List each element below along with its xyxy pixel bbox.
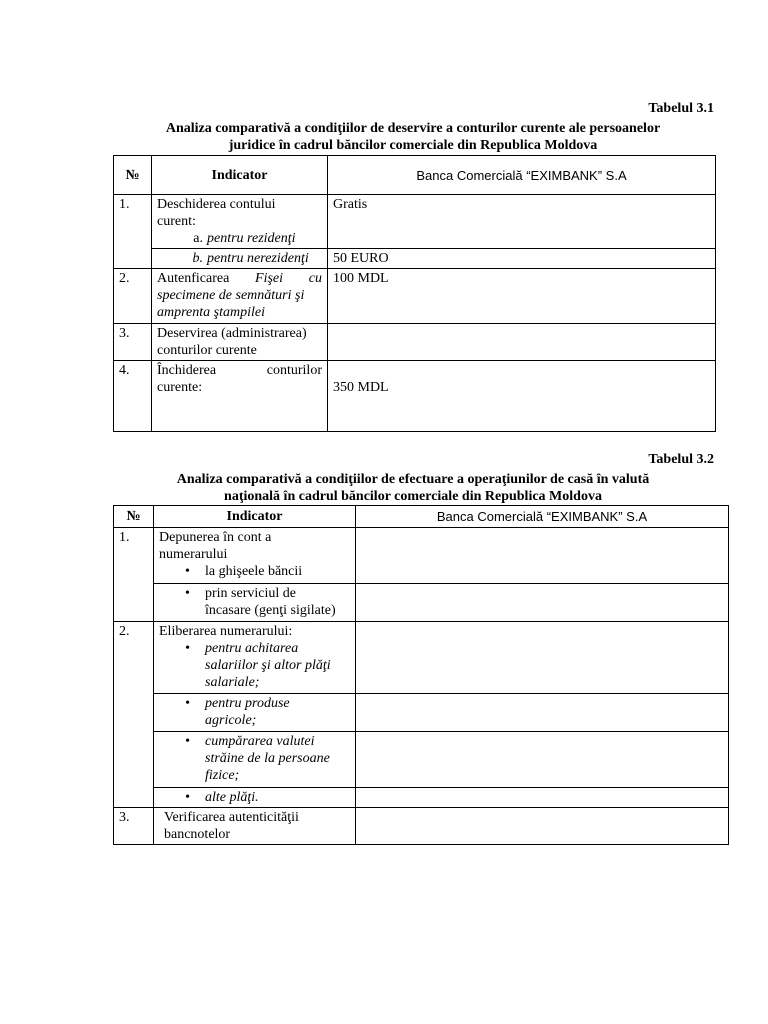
indicator-text: conturilor curente bbox=[157, 343, 257, 358]
row-number: 2. bbox=[114, 622, 154, 808]
table2-title-line1: Analiza comparativă a condiţiilor de efectuare a operaţiunilor de casă în valută bbox=[176, 472, 650, 487]
table1-number: Tabelul 3.1 bbox=[648, 101, 714, 116]
table1-header-row bbox=[114, 156, 716, 195]
table-row bbox=[114, 622, 729, 694]
sub-item bbox=[157, 230, 322, 247]
table-row bbox=[114, 528, 729, 584]
row-number: 3. bbox=[114, 808, 154, 845]
table1-title-line2: juridice în cadrul băncilor comerciale din Republica Moldova bbox=[228, 138, 598, 153]
indicator-text: curent: bbox=[157, 214, 196, 229]
header-indicator: Indicator bbox=[154, 506, 356, 528]
indicator-cell bbox=[154, 694, 356, 732]
header-no: № bbox=[114, 156, 152, 195]
sub-item-label: b. bbox=[192, 251, 203, 266]
bullet-item: • alte plăţi. bbox=[159, 789, 350, 806]
table-row bbox=[114, 732, 729, 788]
value-cell bbox=[356, 694, 729, 732]
value-cell bbox=[356, 788, 729, 808]
table-row bbox=[114, 584, 729, 622]
indicator-text: curente: bbox=[157, 380, 203, 395]
row-number: 3. bbox=[114, 324, 152, 361]
indicator-text: Verificarea autenticităţii bbox=[164, 810, 299, 825]
indicator-cell bbox=[154, 788, 356, 808]
table2-number: Tabelul 3.2 bbox=[648, 452, 714, 467]
bullet-item: • cumpărarea valutei străine de la persoane fizice; bbox=[159, 733, 350, 784]
table1-title-line1: Analiza comparativă a condiţiilor de deservire a conturilor curente ale persoanelor bbox=[165, 121, 661, 136]
table-row bbox=[114, 361, 716, 432]
header-no: № bbox=[114, 506, 154, 528]
indicator-cell bbox=[152, 324, 328, 361]
value-cell bbox=[356, 622, 729, 694]
row-number: 1. bbox=[114, 528, 154, 622]
indicator-cell bbox=[154, 584, 356, 622]
sub-item-text: pentru nerezidenţi bbox=[207, 251, 309, 266]
row-number: 4. bbox=[114, 361, 152, 432]
header-indicator: Indicator bbox=[152, 156, 328, 195]
table2-header-row bbox=[114, 506, 729, 528]
indicator-cell bbox=[154, 528, 356, 584]
indicator-cell bbox=[152, 195, 328, 249]
value-cell bbox=[356, 732, 729, 788]
header-bank: Banca Comercială “EXIMBANK” S.A bbox=[328, 156, 716, 195]
table-row bbox=[114, 788, 729, 808]
indicator-cell bbox=[152, 269, 328, 324]
bullet-item: • pentru achitarea salariilor şi altor plăţi salariale; bbox=[159, 640, 350, 691]
bullet-item: • pentru produse agricole; bbox=[159, 695, 350, 729]
indicator-text: amprenta ştampilei bbox=[157, 305, 265, 320]
table-row bbox=[114, 269, 716, 324]
table-row bbox=[114, 324, 716, 361]
value-cell: 350 MDL bbox=[328, 361, 716, 432]
table2-title bbox=[113, 471, 713, 505]
indicator-text: Autenficarea Fişei cu bbox=[157, 271, 323, 286]
bullet-item: • la ghişeele băncii bbox=[159, 563, 350, 580]
header-bank: Banca Comercială “EXIMBANK” S.A bbox=[356, 506, 729, 528]
table-row bbox=[114, 195, 716, 249]
indicator-cell bbox=[154, 808, 356, 845]
bullet-item: • prin serviciul de încasare (genţi sigilate) bbox=[159, 585, 350, 619]
row-number: 1. bbox=[114, 195, 152, 269]
indicator-cell bbox=[152, 249, 328, 269]
table1 bbox=[113, 155, 716, 432]
table2 bbox=[113, 505, 729, 845]
row-number: 2. bbox=[114, 269, 152, 324]
indicator-text: bancnotelor bbox=[164, 827, 231, 842]
sub-item-text: pentru rezidenţi bbox=[207, 231, 296, 246]
sub-item-label: a. bbox=[193, 231, 203, 246]
table1-title bbox=[113, 120, 713, 154]
indicator-cell bbox=[154, 622, 356, 694]
table-row bbox=[114, 808, 729, 845]
indicator-text: Depunerea în cont a bbox=[159, 530, 272, 545]
table2-title-line2: naţională în cadrul băncilor comerciale din Republica Moldova bbox=[224, 489, 602, 504]
value-cell bbox=[328, 324, 716, 361]
indicator-cell bbox=[154, 732, 356, 788]
table-row bbox=[114, 249, 716, 269]
sub-item bbox=[157, 250, 322, 267]
indicator-text: numerarului bbox=[159, 547, 228, 562]
table-row bbox=[114, 694, 729, 732]
value-cell bbox=[356, 808, 729, 845]
value-cell: 100 MDL bbox=[328, 269, 716, 324]
indicator-text: specimene de semnături şi bbox=[157, 288, 305, 303]
indicator-text: Deservirea (administrarea) bbox=[157, 326, 307, 341]
indicator-text: Deschiderea contului bbox=[157, 197, 276, 212]
indicator-text: Închiderea conturilor bbox=[157, 363, 322, 378]
value-cell: Gratis bbox=[328, 195, 716, 249]
value-cell: 50 EURO bbox=[328, 249, 716, 269]
value-cell bbox=[356, 584, 729, 622]
indicator-text: Eliberarea numerarului: bbox=[159, 624, 293, 639]
indicator-cell bbox=[152, 361, 328, 432]
value-cell bbox=[356, 528, 729, 584]
